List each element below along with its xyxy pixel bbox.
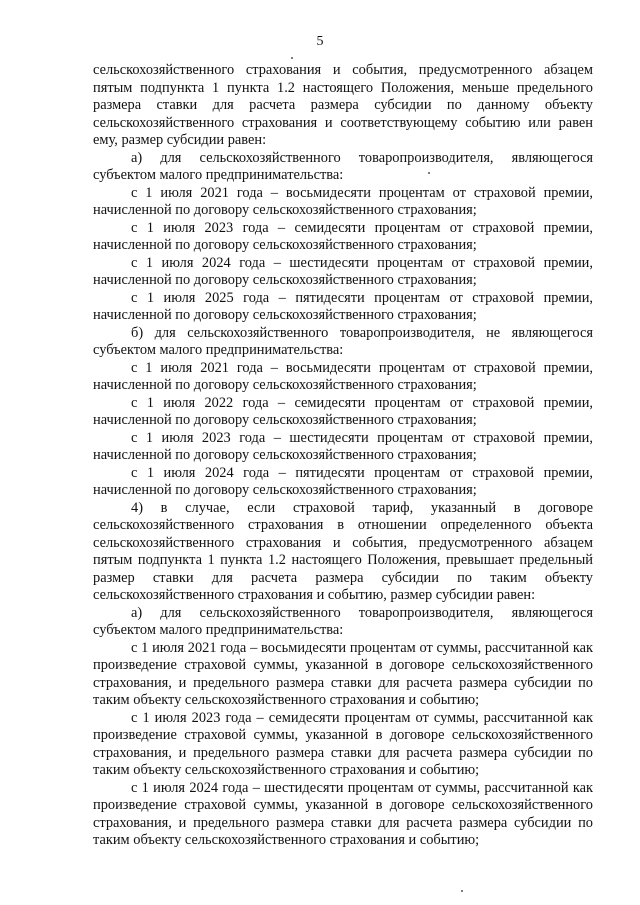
paragraph: с 1 июля 2021 года – восьмидесяти процентам от страховой премии, начисленной по договору сельскохозяйственного страхования;: [93, 359, 593, 393]
page-number: 5: [316, 34, 324, 49]
paragraph: 4) в случае, если страховой тариф, указанный в договоре сельскохозяйственного страхования в отношении определенного объекта сельскохозяйственного страхования и события, предусмотренного абзацем пятым подпункта 1 пункта 1.2 настоящего Положения, превышает предельный размер ставки для расчета размера субсидии по таким объекту сельскохозяйственного страхования и событию, размер субсидии равен:: [93, 499, 593, 603]
paragraph: а) для сельскохозяйственного товаропроизводителя, являющегося субъектом малого предпринимательства:: [93, 604, 593, 638]
paragraph: а) для сельскохозяйственного товаропроизводителя, являющегося субъектом малого предпринимательства:: [93, 149, 593, 183]
paragraph: с 1 июля 2024 года – шестидесяти процентам от суммы, рассчитанной как произведение страховой суммы, указанной в договоре сельскохозяйственного страхования, и предельного размера ставки для расчета размера субсидии по таким объекту сельскохозяйственного страхования и событию;: [93, 779, 593, 848]
scan-speck: [461, 890, 463, 892]
paragraph: с 1 июля 2024 года – шестидесяти процентам от страховой премии, начисленной по договору сельскохозяйственного страхования;: [93, 254, 593, 288]
paragraph: б) для сельскохозяйственного товаропроизводителя, не являющегося субъектом малого предпринимательства:: [93, 324, 593, 358]
scan-speck: [291, 57, 293, 59]
paragraph: с 1 июля 2025 года – пятидесяти процентам от страховой премии, начисленной по договору сельскохозяйственного страхования;: [93, 289, 593, 323]
document-body: [93, 62, 593, 850]
paragraph: с 1 июля 2021 года – восьмидесяти процентам от страховой премии, начисленной по договору сельскохозяйственного страхования;: [93, 184, 593, 218]
paragraph: с 1 июля 2023 года – шестидесяти процентам от страховой премии, начисленной по договору сельскохозяйственного страхования;: [93, 429, 593, 463]
paragraph: с 1 июля 2021 года – восьмидесяти процентам от суммы, рассчитанной как произведение страховой суммы, указанной в договоре сельскохозяйственного страхования, и предельного размера ставки для расчета размера субсидии по таким объекту сельскохозяйственного страхования и событию;: [93, 639, 593, 708]
paragraph: с 1 июля 2024 года – пятидесяти процентам от страховой премии, начисленной по договору сельскохозяйственного страхования;: [93, 464, 593, 498]
paragraph: с 1 июля 2023 года – семидесяти процентам от суммы, рассчитанной как произведение страховой суммы, указанной в договоре сельскохозяйственного страхования, и предельного размера ставки для расчета размера субсидии по таким объекту сельскохозяйственного страхования и событию;: [93, 709, 593, 778]
paragraph: сельскохозяйственного страхования и события, предусмотренного абзацем пятым подпункта 1 пункта 1.2 настоящего Положения, меньше предельного размера ставки для расчета размера субсидии по данному объекту сельскохозяйственного страхования и соответствующему событию или равен ему, размер субсидии равен:: [93, 62, 593, 148]
paragraph: с 1 июля 2022 года – семидесяти процентам от страховой премии, начисленной по договору сельскохозяйственного страхования;: [93, 394, 593, 428]
paragraph: с 1 июля 2023 года – семидесяти процентам от страховой премии, начисленной по договору сельскохозяйственного страхования;: [93, 219, 593, 253]
